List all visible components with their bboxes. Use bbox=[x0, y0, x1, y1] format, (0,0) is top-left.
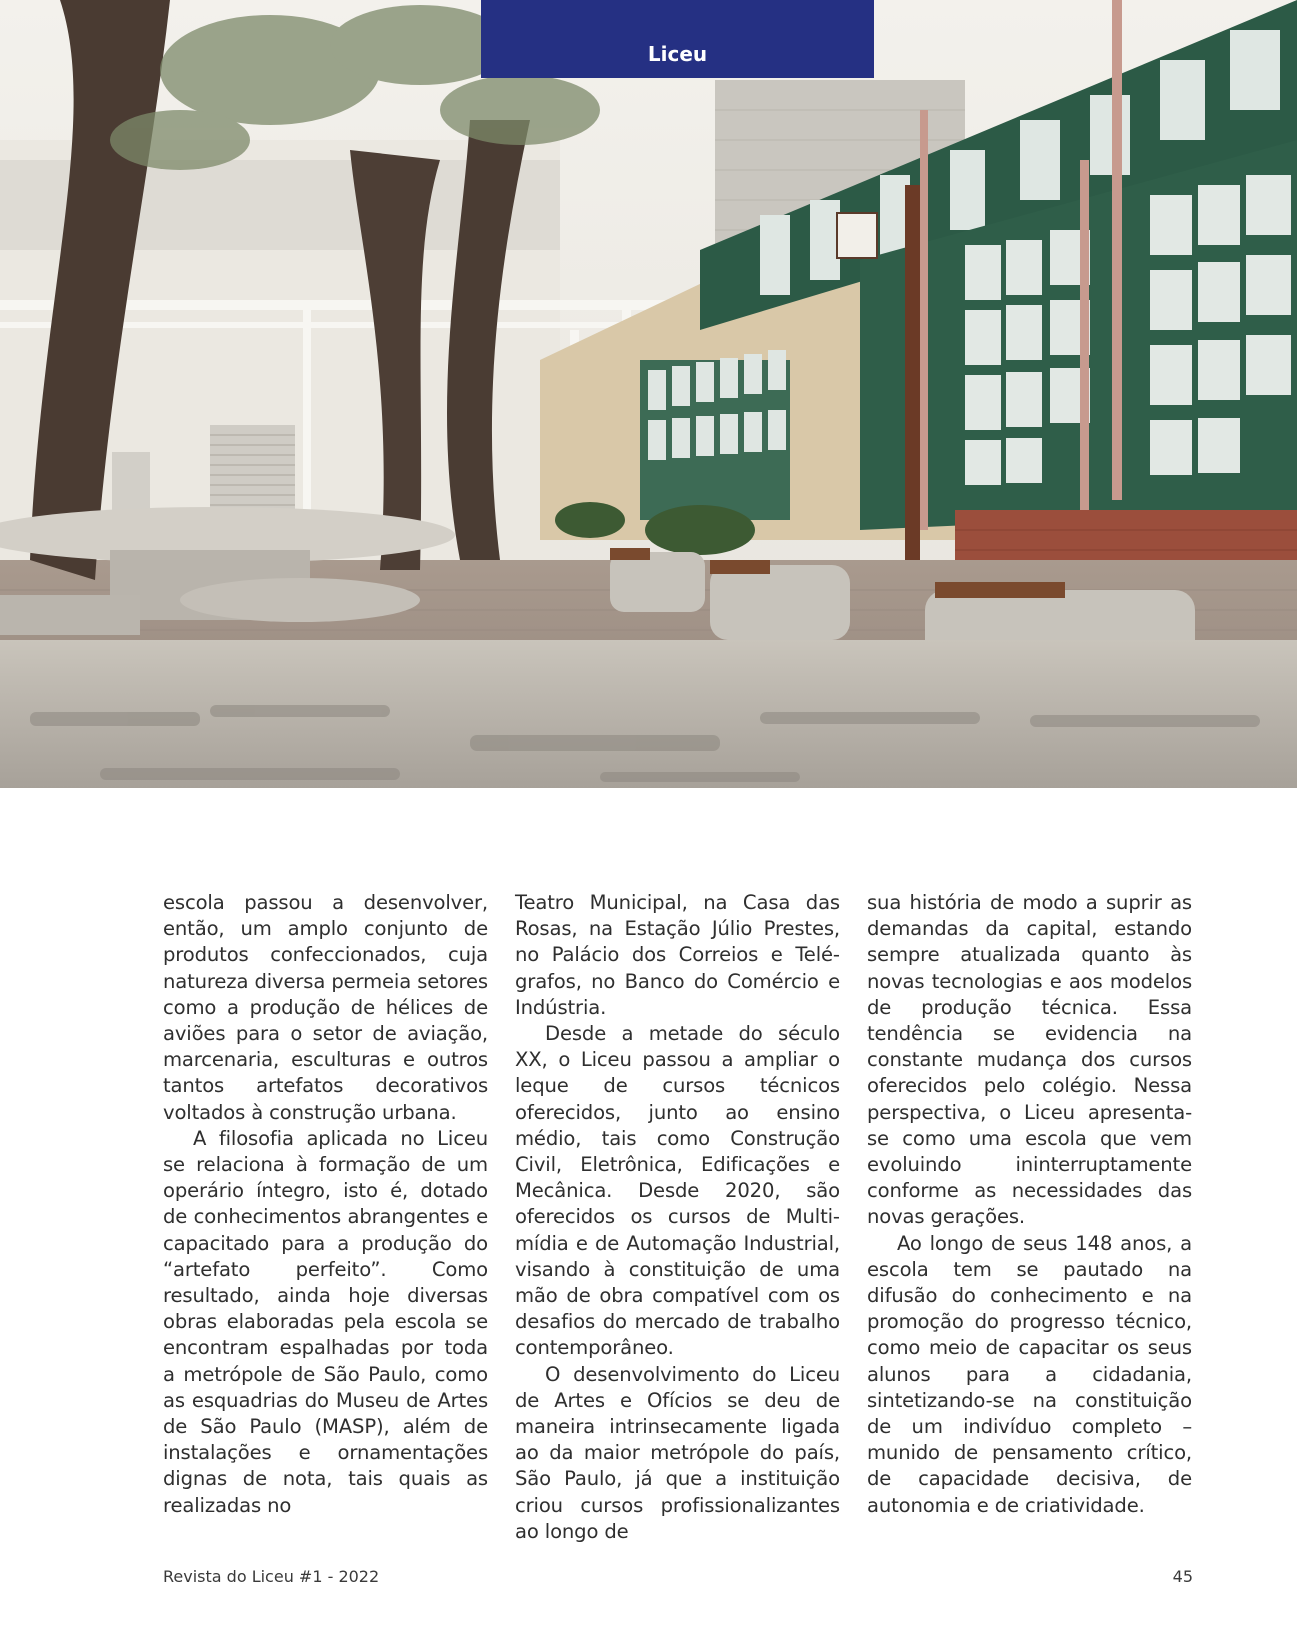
paragraph: Teatro Municipal, na Casa das Rosas, na Estação Júlio Prestes, no Palácio dos Correios e Telégrafos, no Banco do Comércio e Indústria. bbox=[515, 891, 840, 1019]
article-body bbox=[163, 890, 1193, 1550]
section-tag bbox=[481, 0, 874, 78]
paragraph: sua história de modo a suprir as demandas da capital, estando sempre atualizada quanto às novas tecnologias e aos modelos de produção técnica. Essa tendência se evidencia na constante mudança dos cursos oferecidos pelo colégio. Nessa perspectiva, o Liceu apresenta-se como uma escola que vem evoluindo ininterruptamente conforme as necessidades das novas gerações. bbox=[867, 891, 1192, 1229]
paragraph: A filosofia aplicada no Liceu se relaciona à formação de um operário íntegro, isto é, dotado de conhecimentos abrangentes e capacitado para a produção do “artefato perfeito”. Como resultado, ainda hoje diversas obras elaboradas pela escola se encontram espalhadas por toda a metrópole de São Paulo, como as esquadrias do Museu de Artes de São Paulo (MASP), além de instalações e ornamentações dignas de nota, tais quais as realizadas no bbox=[163, 1126, 488, 1517]
paragraph: O desenvolvimento do Liceu de Artes e Ofícios se deu de maneira intrinsecamente ligada ao da maior metrópole do país, São Paulo, já que a instituição criou cursos profissionalizantes ao longo de bbox=[515, 1362, 840, 1543]
publication-footer: Revista do Liceu #1 - 2022 bbox=[163, 1567, 380, 1586]
article-column-1 bbox=[163, 890, 488, 1519]
paragraph: escola passou a desenvolver, então, um amplo conjunto de produtos confeccionados, cuja natureza diversa permeia setores como a produção de hélices de aviões para o setor de aviação, marcenaria, esculturas e outros tantos artefatos decorativos voltados à construção urbana. bbox=[163, 891, 488, 1124]
article-column-3 bbox=[867, 890, 1192, 1519]
page-number: 45 bbox=[1172, 1567, 1193, 1586]
hero-photo bbox=[0, 0, 1297, 788]
paragraph: Ao longo de seus 148 anos, a escola tem se pautado na difusão do conhecimento e na promoção do progresso técnico, como meio de capacitar os seus alunos para a cidadania, sintetizando-se na constituição de um indivíduo completo – munido de pensamento crítico, de capacidade decisiva, de autonomia e de criatividade. bbox=[867, 1231, 1192, 1517]
section-tag-label: Liceu bbox=[647, 42, 708, 66]
article-column-2 bbox=[515, 890, 840, 1545]
paragraph: Desde a metade do século XX, o Liceu passou a ampliar o leque de cursos técnicos oferecidos, junto ao ensino médio, tais como Construção Civil, Eletrônica, Edificações e Mecânica. Desde 2020, são oferecidos os cursos de Multimídia e de Automação Industrial, visando à constituição de uma mão de obra compatível com os desafios do mercado de trabalho contemporâneo. bbox=[515, 1022, 840, 1360]
